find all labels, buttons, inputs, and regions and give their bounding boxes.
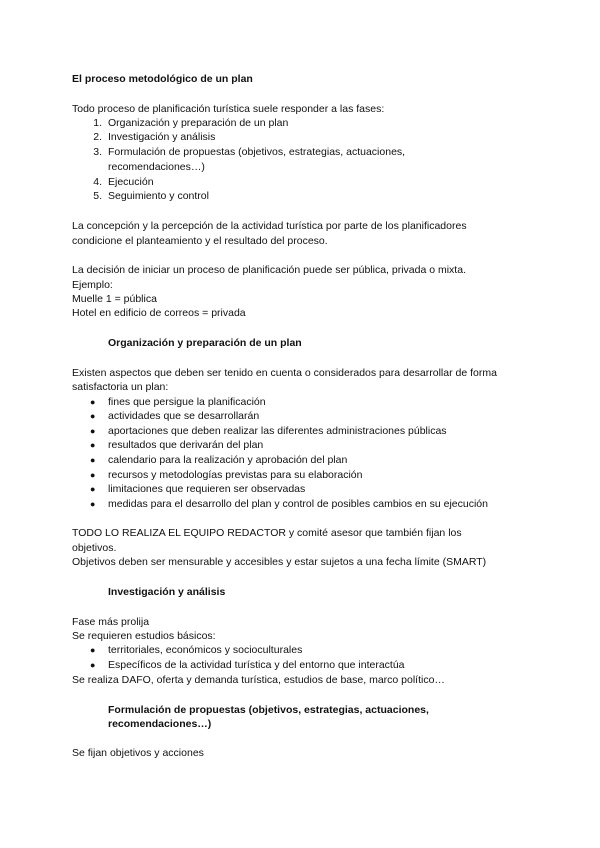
concept-paragraph-line: condicione el planteamiento y el resultado del proceso.: [72, 235, 328, 247]
section-line: Se realiza DAFO, oferta y demanda turística, estudios de base, marco político…: [72, 674, 445, 686]
section-line: Se requieren estudios básicos:: [72, 630, 216, 642]
bullet-icon: ●: [90, 440, 96, 450]
bullet-icon: ●: [90, 455, 96, 465]
team-note-line: TODO LO REALIZA EL EQUIPO REDACTOR y comité asesor que también fijan los: [72, 527, 462, 539]
list-number: 3.: [93, 146, 102, 158]
bullet-icon: ●: [90, 660, 96, 670]
list-item-text: aportaciones que deben realizar las diferentes administraciones públicas: [108, 425, 447, 437]
list-number: 5.: [93, 190, 102, 202]
example-line: Hotel en edificio de correos = privada: [72, 307, 246, 319]
section-line: Fase más prolija: [72, 616, 150, 628]
bullet-icon: ●: [90, 484, 96, 494]
decision-line: La decisión de iniciar un proceso de planificación puede ser pública, privada o mixta.: [72, 264, 466, 276]
intro-paragraph: Todo proceso de planificación turística suele responder a las fases:: [72, 103, 385, 115]
list-item-text-cont: recomendaciones…): [108, 161, 205, 173]
list-item-text: Investigación y análisis: [108, 131, 216, 143]
list-item-text: limitaciones que requieren ser observadas: [108, 483, 306, 495]
section-heading: Investigación y análisis: [108, 586, 226, 598]
example-line: Muelle 1 = pública: [72, 293, 157, 305]
smart-note-line: Objetivos deben ser mensurable y accesibles y estar sujetos a una fecha límite (SMART): [72, 556, 487, 568]
section-paragraph-line: satisfactoria un plan:: [72, 381, 169, 393]
team-note-line: objetivos.: [72, 542, 117, 554]
list-number: 4.: [93, 176, 102, 188]
list-item-text: medidas para el desarrollo del plan y control de posibles cambios en su ejecución: [108, 498, 488, 510]
section-line: Se fijan objetivos y acciones: [72, 747, 204, 759]
section-paragraph-line: Existen aspectos que deben ser tenido en cuenta o considerados para desarrollar de forma: [72, 367, 497, 379]
list-item-text: Organización y preparación de un plan: [108, 117, 289, 129]
section-heading: Formulación de propuestas (objetivos, estrategias, actuaciones,: [108, 704, 429, 716]
bullet-icon: ●: [90, 470, 96, 480]
list-item-text: Seguimiento y control: [108, 190, 209, 202]
list-number: 2.: [93, 131, 102, 143]
list-item-text: Específicos de la actividad turística y del entorno que interactúa: [108, 659, 405, 671]
section-heading: Organización y preparación de un plan: [108, 337, 302, 349]
list-item-text: fines que persigue la planificación: [108, 396, 266, 408]
bullet-icon: ●: [90, 426, 96, 436]
example-label: Ejemplo:: [72, 279, 113, 291]
bullet-icon: ●: [90, 397, 96, 407]
bullet-icon: ●: [90, 499, 96, 509]
list-item-text: actividades que se desarrollarán: [108, 410, 260, 422]
page-title: El proceso metodológico de un plan: [72, 73, 253, 85]
list-item-text: Formulación de propuestas (objetivos, estrategias, actuaciones,: [108, 146, 406, 158]
list-item-text: Ejecución: [108, 176, 154, 188]
list-number: 1.: [93, 117, 102, 129]
list-item-text: resultados que derivarán del plan: [108, 439, 264, 451]
bullet-icon: ●: [90, 411, 96, 421]
list-item-text: calendario para la realización y aprobación del plan: [108, 454, 348, 466]
list-item-text: territoriales, económicos y socioculturales: [108, 644, 303, 656]
section-heading-cont: recomendaciones…): [108, 718, 212, 730]
list-item-text: recursos y metodologías previstas para su elaboración: [108, 469, 363, 481]
bullet-icon: ●: [90, 645, 96, 655]
concept-paragraph-line: La concepción y la percepción de la actividad turística por parte de los planificadores: [72, 220, 467, 232]
